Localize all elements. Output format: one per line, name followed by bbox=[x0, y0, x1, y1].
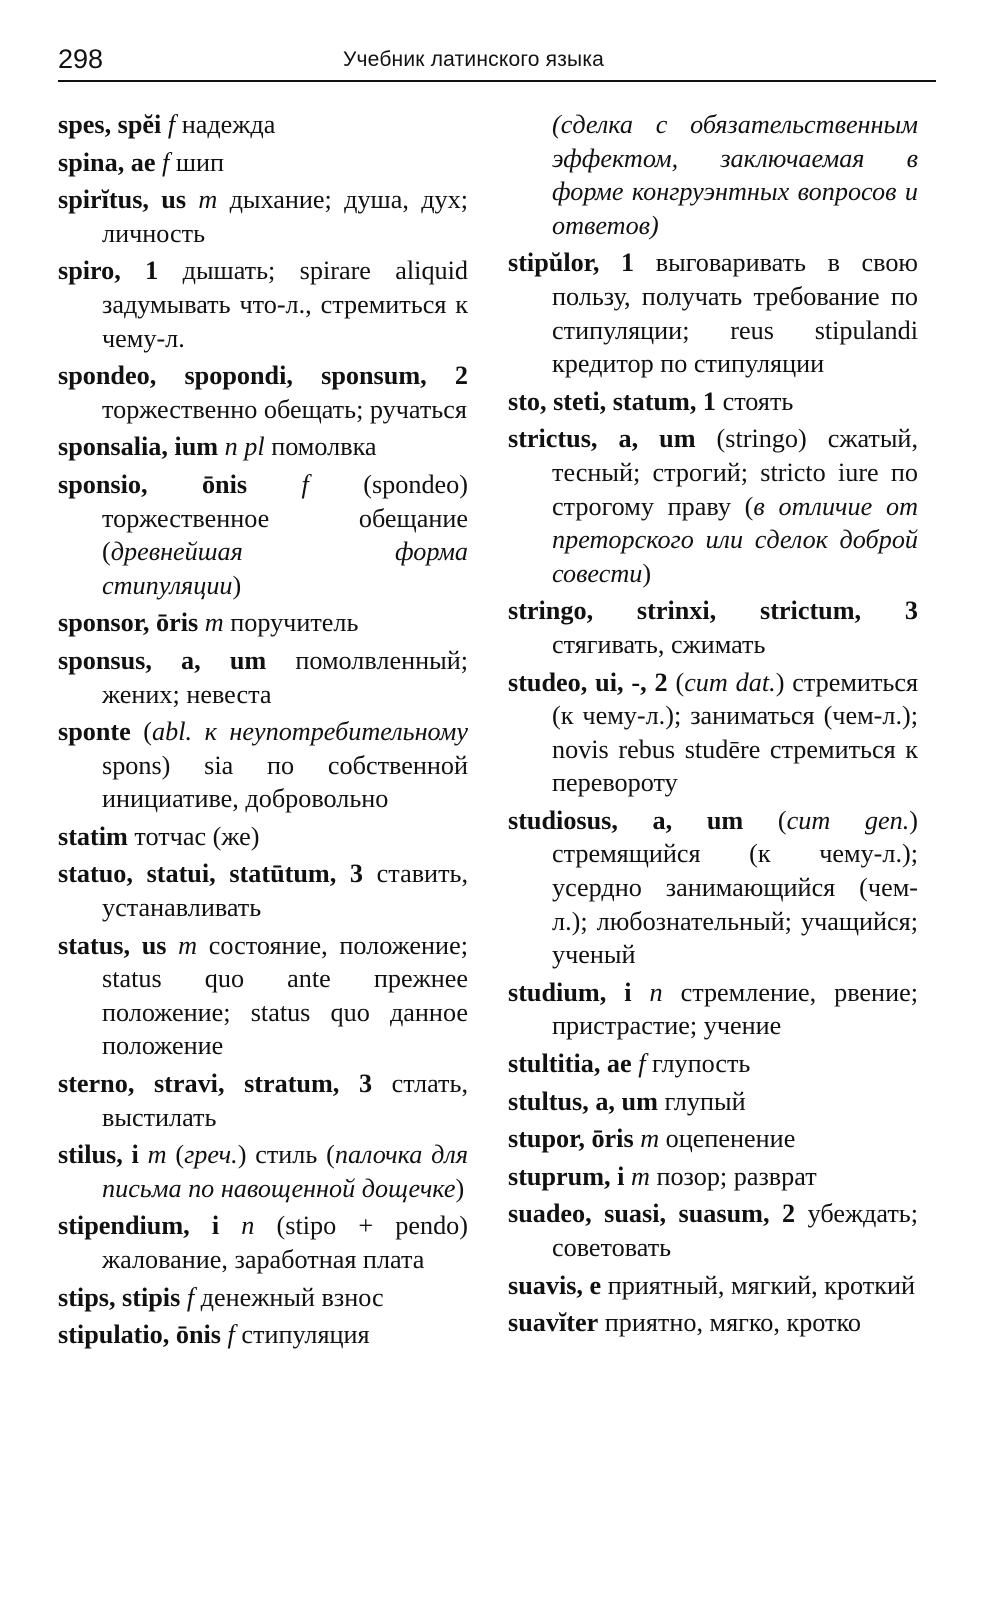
headword: sponte bbox=[58, 717, 131, 747]
dictionary-entry bbox=[508, 1306, 918, 1340]
dictionary-entry bbox=[508, 1197, 918, 1264]
definition-text: дыхание; душа, дух; личность bbox=[102, 185, 468, 248]
right-column-entries bbox=[508, 246, 918, 1339]
headword: status, us bbox=[58, 930, 167, 960]
definition-text: (stringo) сжатый, тесный; строгий; stricto iure по строгому праву ( bbox=[552, 424, 918, 521]
italic-note: палочка для письма по навощенной дощечке bbox=[102, 1140, 468, 1203]
definition-text: денежный взнос bbox=[200, 1282, 384, 1312]
headword: spes, spĕi bbox=[58, 110, 162, 139]
definition-text: ) bbox=[232, 570, 242, 600]
dictionary-entry bbox=[58, 644, 468, 711]
dictionary-entry bbox=[58, 715, 468, 816]
dictionary-entry bbox=[58, 929, 468, 1063]
dictionary-entry bbox=[508, 246, 918, 380]
italic-note: m bbox=[633, 1124, 666, 1154]
italic-note: f bbox=[221, 1320, 242, 1350]
headword: spina, ae bbox=[58, 147, 156, 177]
definition-text: ( bbox=[175, 1140, 185, 1170]
definition-text: позор; разврат bbox=[656, 1161, 817, 1191]
dictionary-entry bbox=[58, 430, 468, 464]
continued-entry-text: (сделка с обязательственным эффектом, заключаемая в форме конгруэнтных вопросов и ответов) bbox=[552, 110, 918, 240]
left-column bbox=[58, 108, 468, 1356]
headword: statuo, statui, statūtum, 3 bbox=[58, 859, 364, 889]
dictionary-entry bbox=[508, 804, 918, 972]
headword: stringo, strinxi, strictum, 3 bbox=[508, 596, 918, 626]
italic-note: f bbox=[631, 1049, 653, 1079]
italic-note: n bbox=[219, 1211, 277, 1241]
page-number: 298 bbox=[58, 44, 104, 74]
headword: spondeo, spopondi, sponsum, 2 bbox=[58, 361, 468, 391]
dictionary-entry bbox=[58, 1209, 468, 1276]
definition-text: ( bbox=[130, 717, 153, 747]
italic-note: cum gen. bbox=[786, 805, 910, 835]
dictionary-entry bbox=[58, 146, 468, 180]
definition-text: ) стиль ( bbox=[237, 1140, 335, 1170]
dictionary-entry bbox=[508, 385, 918, 419]
definition-text: ставить, устанавливать bbox=[102, 859, 469, 923]
italic-note: греч. bbox=[184, 1140, 238, 1170]
definition-text: торжественно обещать; ручаться bbox=[102, 394, 467, 424]
definition-text: ) bbox=[455, 1173, 465, 1203]
headword: sponsalia, ium bbox=[58, 432, 219, 462]
headword: strictus, a, um bbox=[508, 424, 696, 454]
dictionary-entry bbox=[508, 1269, 918, 1303]
definition-text: стоять bbox=[716, 386, 794, 416]
definition-text: надежда bbox=[181, 110, 276, 139]
definition-text: поручитель bbox=[230, 608, 359, 638]
definition-text: стягивать, сжимать bbox=[552, 629, 766, 659]
headword: studeo, ui, -, 2 bbox=[508, 667, 668, 697]
definition-text: помолвленный; жених; невеста bbox=[102, 645, 468, 709]
dictionary-entry bbox=[58, 606, 468, 640]
definition-text: тотчас (же) bbox=[127, 821, 260, 851]
headword: stuprum, i bbox=[508, 1161, 625, 1191]
headword: stilus, i bbox=[58, 1140, 139, 1170]
definition-text: (stipo + pendo) жалование, заработная плата bbox=[102, 1211, 468, 1274]
dictionary-entry bbox=[508, 666, 918, 800]
headword: stultus, a, um bbox=[508, 1086, 658, 1116]
italic-note: f bbox=[161, 110, 182, 139]
headword: suavĭter bbox=[508, 1308, 599, 1338]
italic-note: m bbox=[624, 1161, 657, 1191]
definition-text: ) стремящийся (к чему-л.); усердно занимающийся (чем-л.); любознательный; учащийся; ученый bbox=[552, 805, 918, 970]
headword: studium, i bbox=[508, 977, 632, 1007]
running-title: Учебник латинского языка bbox=[343, 48, 605, 71]
dictionary-entry bbox=[508, 422, 918, 590]
dictionary-entry bbox=[508, 1085, 918, 1119]
headword: suavis, e bbox=[508, 1270, 602, 1300]
headword: spirĭtus, us bbox=[58, 185, 187, 215]
headword: sponsor, ōris bbox=[58, 608, 199, 638]
definition-text: ) стремиться (к чему-л.); заниматься (чем-л.); novis rebus studēre стремиться к перевороту bbox=[552, 667, 919, 798]
headword: sponsus, a, um bbox=[58, 645, 267, 675]
dictionary-entry bbox=[58, 820, 468, 854]
definition-text: приятно, мягко, кротко bbox=[598, 1308, 861, 1338]
italic-note: cum dat. bbox=[684, 667, 776, 697]
definition-text: стипуляция bbox=[241, 1320, 370, 1350]
headword: stultitia, ae bbox=[508, 1049, 632, 1079]
dictionary-entry bbox=[58, 108, 468, 142]
headword: sterno, stravi, stratum, 3 bbox=[58, 1069, 373, 1099]
dictionary-entry bbox=[58, 1138, 468, 1205]
headword: stipendium, i bbox=[58, 1211, 220, 1241]
dictionary-entry bbox=[58, 254, 468, 355]
definition-text: шип bbox=[175, 147, 225, 177]
dictionary-entry bbox=[508, 976, 918, 1043]
headword: stipulatio, ōnis bbox=[58, 1320, 221, 1350]
italic-note: в отличие от преторского или сделок доброй совести bbox=[552, 491, 918, 588]
headword: stipŭlor, 1 bbox=[508, 248, 635, 278]
italic-note: f bbox=[180, 1282, 201, 1312]
definition-text: ) bbox=[642, 558, 652, 588]
italic-note: n pl bbox=[218, 432, 272, 462]
headword: sto, steti, statum, 1 bbox=[508, 386, 717, 416]
italic-note: f bbox=[247, 469, 364, 499]
definition-text: приятный, мягкий, кроткий bbox=[601, 1270, 915, 1300]
dictionary-entry bbox=[508, 1047, 918, 1081]
definition-text: spons) sia по собственной инициативе, добровольно bbox=[102, 750, 468, 814]
dictionary-entry bbox=[58, 1281, 468, 1315]
definition-text: глупость bbox=[652, 1049, 751, 1079]
dictionary-entry bbox=[58, 1067, 468, 1134]
dictionary-entry bbox=[58, 468, 468, 602]
definition-text: дышать; spirare aliquid задумывать что-л., стремиться к чему-л. bbox=[102, 256, 469, 353]
headword: stupor, ōris bbox=[508, 1124, 634, 1154]
headword: suadeo, suasi, suasum, 2 bbox=[508, 1199, 796, 1229]
dictionary-entry bbox=[58, 1318, 468, 1352]
definition-text: ( bbox=[667, 667, 685, 697]
headword: studiosus, a, um bbox=[508, 805, 744, 835]
right-column bbox=[508, 108, 918, 1344]
dictionary-entry bbox=[508, 1122, 918, 1156]
definition-text: убеждать; советовать bbox=[552, 1199, 918, 1262]
page-header bbox=[58, 44, 936, 82]
italic-note: m bbox=[166, 930, 209, 960]
dictionary-entry bbox=[58, 857, 468, 924]
italic-note: n bbox=[631, 977, 681, 1007]
italic-note: abl. к неупотребительному bbox=[152, 717, 468, 747]
definition-text: помолвка bbox=[271, 432, 377, 462]
headword: stips, stipis bbox=[58, 1282, 181, 1312]
headword: statim bbox=[58, 821, 128, 851]
italic-note: m bbox=[186, 185, 230, 215]
dictionary-entry bbox=[58, 183, 468, 250]
dictionary-entry bbox=[508, 1160, 918, 1194]
definition-text: выговаривать в свою пользу, получать требование по стипуляции; reus stipulandi кредитор по стипуляции bbox=[552, 248, 918, 379]
definition-text: (spondeo) торжественное обещание ( bbox=[102, 469, 468, 567]
definition-text: стлать, выстилать bbox=[102, 1069, 468, 1132]
headword: sponsio, ōnis bbox=[58, 469, 248, 499]
definition-text: ( bbox=[743, 805, 787, 835]
dictionary-entry bbox=[58, 359, 468, 426]
definition-text: оцепенение bbox=[665, 1124, 796, 1154]
italic-note: f bbox=[155, 147, 176, 177]
italic-note: m bbox=[138, 1140, 176, 1170]
definition-text: глупый bbox=[657, 1086, 746, 1116]
definition-text: стремление, рвение; пристрастие; учение bbox=[552, 977, 918, 1041]
headword: spiro, 1 bbox=[58, 256, 159, 286]
italic-note: m bbox=[198, 608, 231, 638]
dictionary-entry bbox=[508, 594, 918, 661]
definition-text: состояние, положение; status quo ante прежнее положение; status quo данное положение bbox=[102, 930, 468, 1061]
italic-note: древнейшая форма стипуляции bbox=[102, 537, 468, 600]
